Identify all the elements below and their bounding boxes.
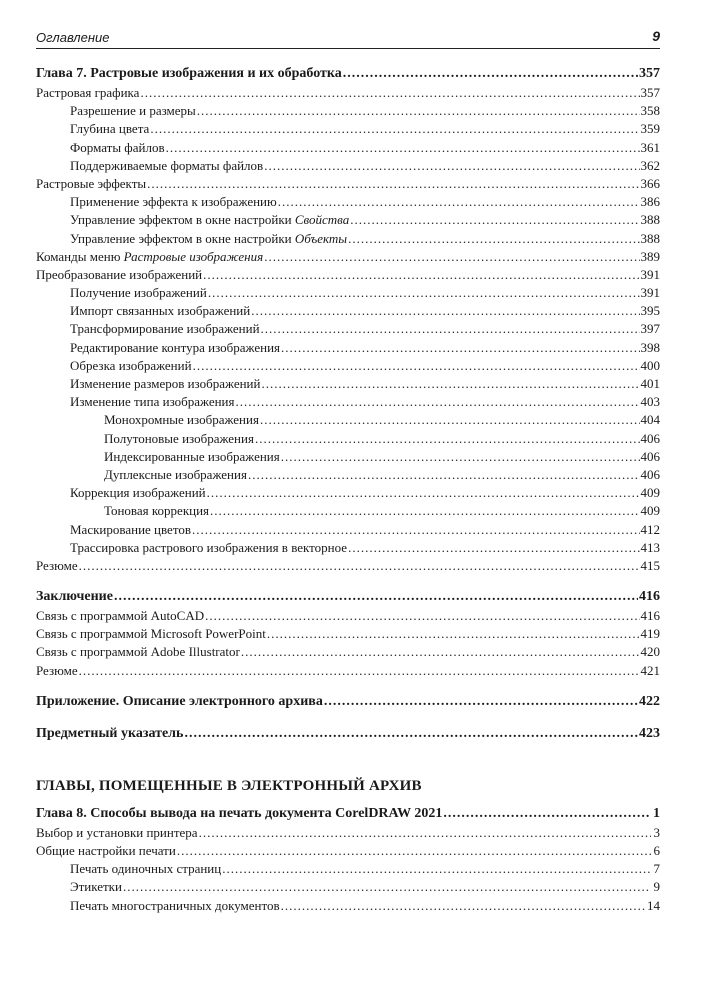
dot-leader: [255, 430, 640, 448]
dot-leader: [140, 84, 639, 102]
dot-leader: [207, 484, 640, 502]
toc-entry[interactable]: Растровая графика ..... 357: [36, 84, 660, 102]
dot-leader: [236, 393, 640, 411]
toc-entry[interactable]: Полутоновые изображения ..... 406: [36, 430, 660, 448]
dot-leader: [281, 897, 646, 915]
toc-entry[interactable]: Связь с программой Microsoft PowerPoint ..... 419: [36, 625, 660, 643]
dot-leader: [264, 157, 639, 175]
toc-entry[interactable]: Индексированные изображения ..... 406: [36, 448, 660, 466]
toc-entry[interactable]: Маскирование цветов ..... 412: [36, 521, 660, 539]
toc-chapter-8[interactable]: [36, 804, 660, 824]
dot-leader: [192, 521, 640, 539]
dot-leader: [264, 248, 639, 266]
dot-leader: [79, 557, 640, 575]
dot-leader: [350, 211, 639, 229]
dot-leader: [205, 607, 639, 625]
toc-entry[interactable]: Коррекция изображений ..... 409: [36, 484, 660, 502]
toc-entry[interactable]: Печать многостраничных документов ..... 14: [36, 897, 660, 915]
page-number: 9: [652, 28, 660, 44]
dot-leader: [199, 824, 651, 842]
toc-entry[interactable]: Изменение типа изображения ..... 403: [36, 393, 660, 411]
toc-entry[interactable]: Общие настройки печати ..... 6: [36, 842, 660, 860]
toc-title: Глава 7. Растровые изображения и их обработка: [36, 66, 342, 81]
toc-page: 357: [639, 66, 660, 81]
dot-leader: [79, 662, 640, 680]
dot-leader: [348, 230, 639, 248]
dot-leader: [203, 266, 639, 284]
toc-entry[interactable]: Этикетки ..... 9: [36, 878, 660, 896]
dot-leader: [267, 625, 640, 643]
toc-entry[interactable]: Трассировка растрового изображения в векторное ..... 413: [36, 539, 660, 557]
toc-entry[interactable]: Разрешение и размеры ..... 358: [36, 102, 660, 120]
toc-entry[interactable]: Монохромные изображения ..... 404: [36, 411, 660, 429]
toc-page: 422: [639, 693, 660, 709]
toc-entry[interactable]: Управление эффектом в окне настройки Свойства ..... 388: [36, 211, 660, 229]
running-header-title: Оглавление: [36, 30, 110, 45]
toc-page: 423: [639, 725, 660, 741]
toc-entry[interactable]: Глубина цвета ..... 359: [36, 120, 660, 138]
toc-page: 416: [639, 589, 660, 605]
toc-entry[interactable]: Связь с программой Adobe Illustrator ..... 420: [36, 643, 660, 661]
toc-entry[interactable]: Дуплексные изображения ..... 406: [36, 466, 660, 484]
toc-entry[interactable]: Растровые эффекты ..... 366: [36, 175, 660, 193]
dot-leader: [281, 448, 640, 466]
toc-entry[interactable]: Управление эффектом в окне настройки Объекты ..... 388: [36, 230, 660, 248]
dot-leader: [443, 804, 651, 824]
toc-appendix[interactable]: [36, 692, 660, 712]
toc-title: Заключение: [36, 589, 113, 605]
dot-leader: [197, 102, 640, 120]
dot-leader: [348, 539, 639, 557]
toc-title: Предметный указатель: [36, 725, 184, 741]
dot-leader: [248, 466, 640, 484]
toc-entry[interactable]: Трансформирование изображений ..... 397: [36, 320, 660, 338]
dot-leader: [261, 320, 640, 338]
dot-leader: [222, 860, 651, 878]
toc-subject-index[interactable]: [36, 724, 660, 744]
toc-entry[interactable]: Печать одиночных страниц ..... 7: [36, 860, 660, 878]
dot-leader: [177, 842, 651, 860]
toc-chapter-7[interactable]: [36, 64, 660, 84]
toc-entry[interactable]: Преобразование изображений ..... 391: [36, 266, 660, 284]
dot-leader: [251, 302, 639, 320]
toc-entry[interactable]: Редактирование контура изображения ..... 398: [36, 339, 660, 357]
dot-leader: [150, 120, 639, 138]
dot-leader: [343, 64, 638, 84]
dot-leader: [278, 193, 640, 211]
toc-entry[interactable]: Выбор и установки принтера ..... 3: [36, 824, 660, 842]
dot-leader: [193, 357, 640, 375]
dot-leader: [261, 375, 639, 393]
running-header: [36, 28, 660, 49]
dot-leader: [241, 643, 640, 661]
toc-entry[interactable]: Команды меню Растровые изображения ..... 389: [36, 248, 660, 266]
dot-leader: [281, 339, 639, 357]
dot-leader: [123, 878, 651, 896]
dot-leader: [260, 411, 640, 429]
toc-entry[interactable]: Резюме ..... 421: [36, 662, 660, 680]
toc-entry[interactable]: Обрезка изображений ..... 400: [36, 357, 660, 375]
archive-section-heading: ГЛАВЫ, ПОМЕЩЕННЫЕ В ЭЛЕКТРОННЫЙ АРХИВ: [36, 777, 422, 794]
toc-entry[interactable]: Тоновая коррекция ..... 409: [36, 502, 660, 520]
dot-leader: [184, 724, 638, 744]
dot-leader: [324, 692, 638, 712]
toc-entry[interactable]: Резюме ..... 415: [36, 557, 660, 575]
toc-conclusion[interactable]: [36, 587, 660, 607]
dot-leader: [210, 502, 639, 520]
toc-title: Глава 8. Способы вывода на печать документа CorelDRAW 2021: [36, 805, 443, 821]
toc-entry[interactable]: Импорт связанных изображений ..... 395: [36, 302, 660, 320]
dot-leader: [147, 175, 639, 193]
toc-entry[interactable]: Связь с программой AutoCAD ..... 416: [36, 607, 660, 625]
toc-entry[interactable]: Применение эффекта к изображению ..... 386: [36, 193, 660, 211]
toc-entry[interactable]: Изменение размеров изображений ..... 401: [36, 375, 660, 393]
toc-entry[interactable]: Форматы файлов ..... 361: [36, 139, 660, 157]
dot-leader: [114, 587, 638, 607]
table-of-contents: [36, 64, 660, 915]
toc-entry[interactable]: Поддерживаемые форматы файлов ..... 362: [36, 157, 660, 175]
dot-leader: [166, 139, 640, 157]
toc-page: 1: [653, 805, 660, 821]
toc-entry[interactable]: Получение изображений ..... 391: [36, 284, 660, 302]
dot-leader: [208, 284, 640, 302]
toc-title: Приложение. Описание электронного архива: [36, 693, 323, 709]
